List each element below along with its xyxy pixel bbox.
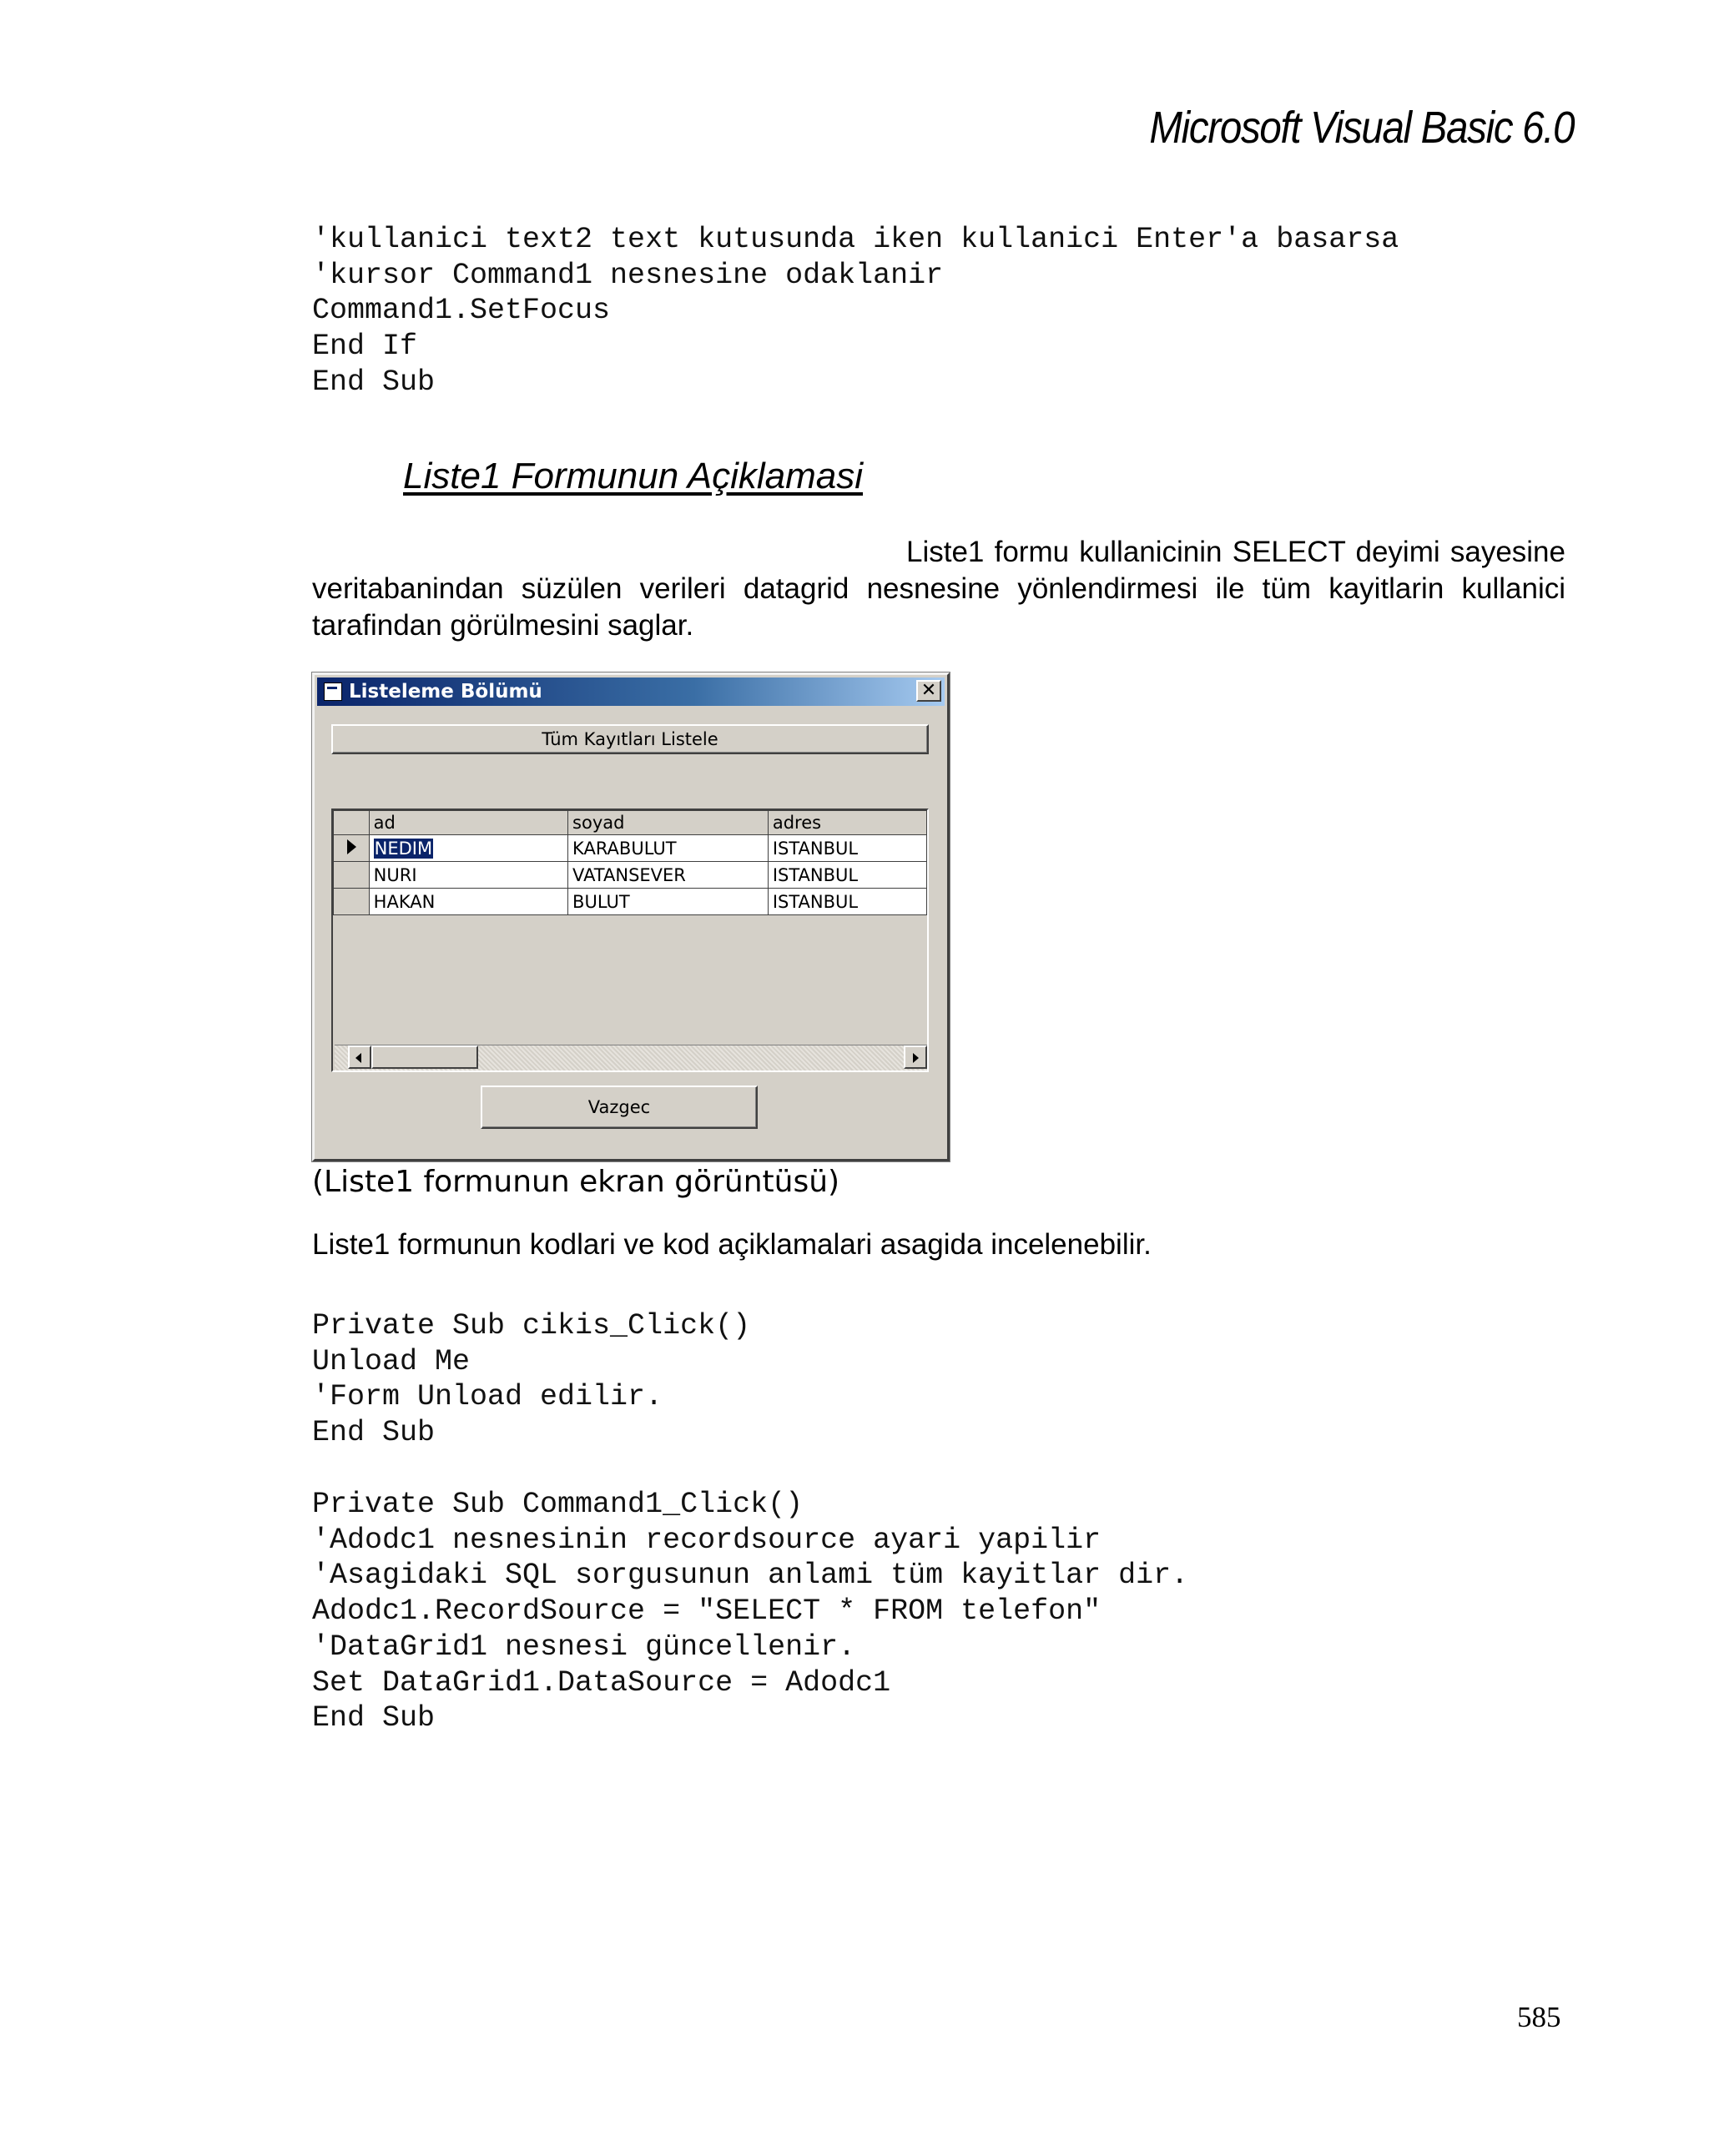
cancel-button[interactable]: Vazgec — [481, 1086, 758, 1129]
grid-cell[interactable] — [369, 835, 567, 862]
datagrid[interactable] — [331, 808, 929, 1072]
section-paragraph — [312, 534, 1565, 644]
row-selector[interactable] — [334, 862, 370, 889]
page-number: 585 — [1517, 2001, 1561, 2033]
page-header-title: Microsoft Visual Basic 6.0 — [1149, 103, 1574, 153]
column-header-adres[interactable]: adres — [768, 811, 926, 835]
code-line: 'DataGrid1 nesnesi güncellenir. — [312, 1630, 856, 1664]
column-header-soyad[interactable]: soyad — [568, 811, 769, 835]
code-line: 'kullanici text2 text kutusunda iken kullanici Enter'a basarsa — [312, 223, 1399, 256]
code-line: End Sub — [312, 1701, 436, 1735]
code-line: Unload Me — [312, 1344, 471, 1378]
code-block-cikis — [312, 1308, 750, 1451]
code-line: Set DataGrid1.DataSource = Adodc1 — [312, 1665, 891, 1700]
window-title: Listeleme Bölümü — [349, 681, 542, 703]
grid-cell[interactable]: ISTANBUL — [768, 889, 926, 915]
grid-cell[interactable]: HAKAN — [369, 889, 567, 915]
row-selector[interactable] — [334, 889, 370, 915]
code-line: Private Sub Command1_Click() — [312, 1488, 804, 1521]
grid-cell[interactable]: KARABULUT — [568, 835, 769, 862]
code-line: 'kursor Command1 nesnesine odaklanir — [312, 258, 944, 292]
code-line: Private Sub cikis_Click() — [312, 1309, 751, 1342]
grid-corner — [334, 811, 370, 835]
table-row[interactable] — [334, 862, 927, 889]
grid-cell[interactable]: NURI — [369, 862, 567, 889]
current-row-arrow-icon — [347, 839, 356, 854]
table-row[interactable] — [334, 889, 927, 915]
grid-cell[interactable]: ISTANBUL — [768, 835, 926, 862]
code-line: Adodc1.RecordSource = "SELECT * FROM telefon" — [312, 1594, 1102, 1629]
table-row[interactable] — [334, 835, 927, 862]
code-line: End If — [312, 330, 418, 364]
code-line: Command1.SetFocus — [312, 294, 611, 328]
datagrid-table — [333, 810, 927, 915]
code-block-top — [312, 222, 1399, 400]
code-line: 'Adodc1 nesnesinin recordsource ayari yapilir — [312, 1523, 1102, 1557]
paragraph-text: Liste1 formu kullanicinin SELECT deyimi sayesine veritabanindan süzülen verileri datagrid nesnesine yönlendirmesi ile tüm kayitlarin kullanici tarafindan görülmesini saglar. — [312, 536, 1565, 642]
list-all-button[interactable]: Tüm Kayıtları Listele — [331, 724, 929, 754]
close-icon[interactable]: ✕ — [916, 680, 941, 702]
grid-cell[interactable]: BULUT — [568, 889, 769, 915]
window-titlebar[interactable] — [317, 678, 945, 706]
code-line: 'Asagidaki SQL sorgusunun anlami tüm kayitlar dir. — [312, 1559, 1189, 1593]
scrollbar-thumb[interactable] — [371, 1045, 478, 1069]
code-block-command1 — [312, 1487, 1188, 1736]
code-line: End Sub — [312, 365, 436, 399]
code-line: End Sub — [312, 1416, 436, 1450]
row-selector[interactable] — [334, 835, 370, 862]
form-icon — [324, 683, 342, 701]
scroll-left-icon[interactable] — [348, 1045, 371, 1069]
code-line: 'Form Unload edilir. — [312, 1380, 663, 1414]
code-intro-text: Liste1 formunun kodlari ve kod açiklamalari asagida incelenebilir. — [312, 1228, 1152, 1261]
screenshot-caption: (Liste1 formunun ekran görüntüsü) — [312, 1165, 840, 1199]
listeleme-window — [312, 672, 950, 1161]
grid-header-row — [334, 811, 927, 835]
grid-cell[interactable]: ISTANBUL — [768, 862, 926, 889]
grid-cell[interactable]: VATANSEVER — [568, 862, 769, 889]
scroll-right-icon[interactable] — [904, 1045, 927, 1069]
section-heading: Liste1 Formunun Açiklamasi — [403, 456, 864, 496]
column-header-ad[interactable]: ad — [369, 811, 567, 835]
selected-cell-text: NEDIM — [374, 838, 433, 859]
horizontal-scrollbar[interactable] — [335, 1045, 927, 1070]
